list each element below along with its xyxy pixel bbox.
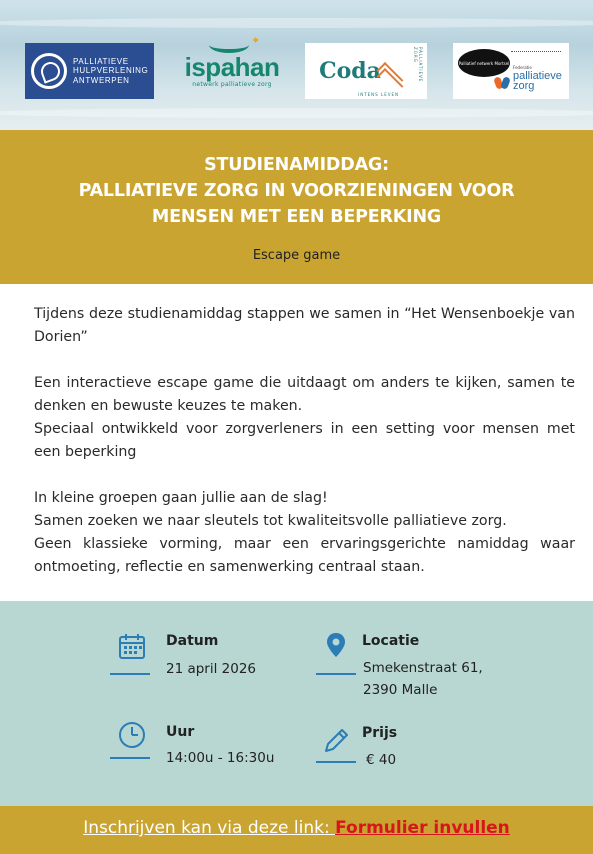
ispahan-star-icon: ✦: [251, 34, 261, 47]
coda-logo-sub-top: PALLIATIEVE ZORG: [413, 47, 423, 83]
water-ripple: [0, 108, 593, 118]
icon-underline: [316, 673, 356, 675]
water-ripple: [0, 18, 593, 28]
location-line-1: Smekenstraat 61,: [363, 660, 483, 676]
date-label: Datum: [166, 633, 219, 649]
calendar-icon: [118, 632, 146, 660]
paragraph: Tijdens deze studienamiddag stappen we samen in “Het Wensenboekje van Dorien”: [34, 306, 575, 345]
intro-text: [34, 303, 575, 579]
title-line: MENSEN MET EEN BEPERKING: [151, 207, 442, 227]
paragraph: Samen zoeken we naar sleutels tot kwaliteitsvolle palliatieve zorg.: [34, 513, 507, 529]
icon-underline: [110, 673, 150, 675]
paragraph: Een interactieve escape game die uitdaagt om anders te kijken, samen te denken en bewuste keuzes te maken.: [34, 375, 575, 414]
logo-palliatieve-zorg: [453, 43, 569, 99]
coda-roof-icon: [383, 60, 413, 82]
ispahan-logo-sub: netwerk palliatieve zorg: [192, 81, 272, 88]
pha-logo-text: PALLIATIEVE HULPVERLENING ANTWERPEN: [73, 56, 149, 85]
registration-line: [0, 818, 593, 838]
ispahan-swoosh-icon: [209, 37, 249, 53]
page-title: [0, 152, 593, 230]
clock-icon: [118, 721, 146, 749]
time-value: 14:00u - 16:30u: [166, 750, 275, 766]
logo-coda: [305, 43, 427, 99]
map-pin-icon: [322, 631, 350, 659]
icon-underline: [110, 757, 150, 759]
registration-form-link[interactable]: Formulier invullen: [335, 818, 510, 838]
registration-text: Inschrijven kan via deze link:: [83, 818, 336, 838]
date-value: 21 april 2026: [166, 661, 257, 677]
pz-heart-icon: [495, 77, 511, 93]
pz-oval-badge: Palliatief netwerk Mortsel: [458, 49, 510, 77]
location-label: Locatie: [362, 633, 420, 649]
coda-logo-sub-bottom: INTENS LEVEN: [358, 92, 399, 97]
event-info-panel: [0, 601, 593, 806]
logo-palliatieve-hulpverlening-antwerpen: [25, 43, 154, 99]
page-subtitle: Escape game: [252, 248, 341, 263]
logo-ispahan: [181, 34, 283, 99]
time-label: Uur: [166, 724, 195, 740]
paragraph: In kleine groepen gaan jullie aan de slag!: [34, 490, 328, 506]
pz-dotted-line: [511, 51, 561, 62]
paragraph: Speciaal ontwikkeld voor zorgverleners in een setting voor mensen met een beperking: [34, 421, 575, 460]
pen-icon: [322, 727, 350, 755]
title-band: [0, 130, 593, 284]
location-line-2: 2390 Malle: [363, 682, 438, 698]
price-value: € 40: [366, 752, 397, 768]
pz-logo-pre: Federatie: [513, 65, 532, 70]
title-line: STUDIENAMIDDAG:: [204, 155, 389, 175]
ispahan-logo-word: ispahan: [184, 52, 280, 82]
icon-underline: [316, 761, 356, 763]
price-label: Prijs: [362, 725, 398, 741]
coda-logo-word: Coda: [319, 58, 381, 84]
paragraph: Geen klassieke vorming, maar een ervaringsgerichte namiddag waar ontmoeting, reflectie en samenwerking centraal staan.: [34, 536, 575, 575]
title-line: PALLIATIEVE ZORG IN VOORZIENINGEN VOOR: [78, 181, 515, 201]
logo-banner: [0, 0, 593, 130]
pz-logo-word: palliatieve zorg: [513, 70, 562, 92]
registration-footer: [0, 806, 593, 854]
pha-emblem-icon: [31, 53, 67, 89]
